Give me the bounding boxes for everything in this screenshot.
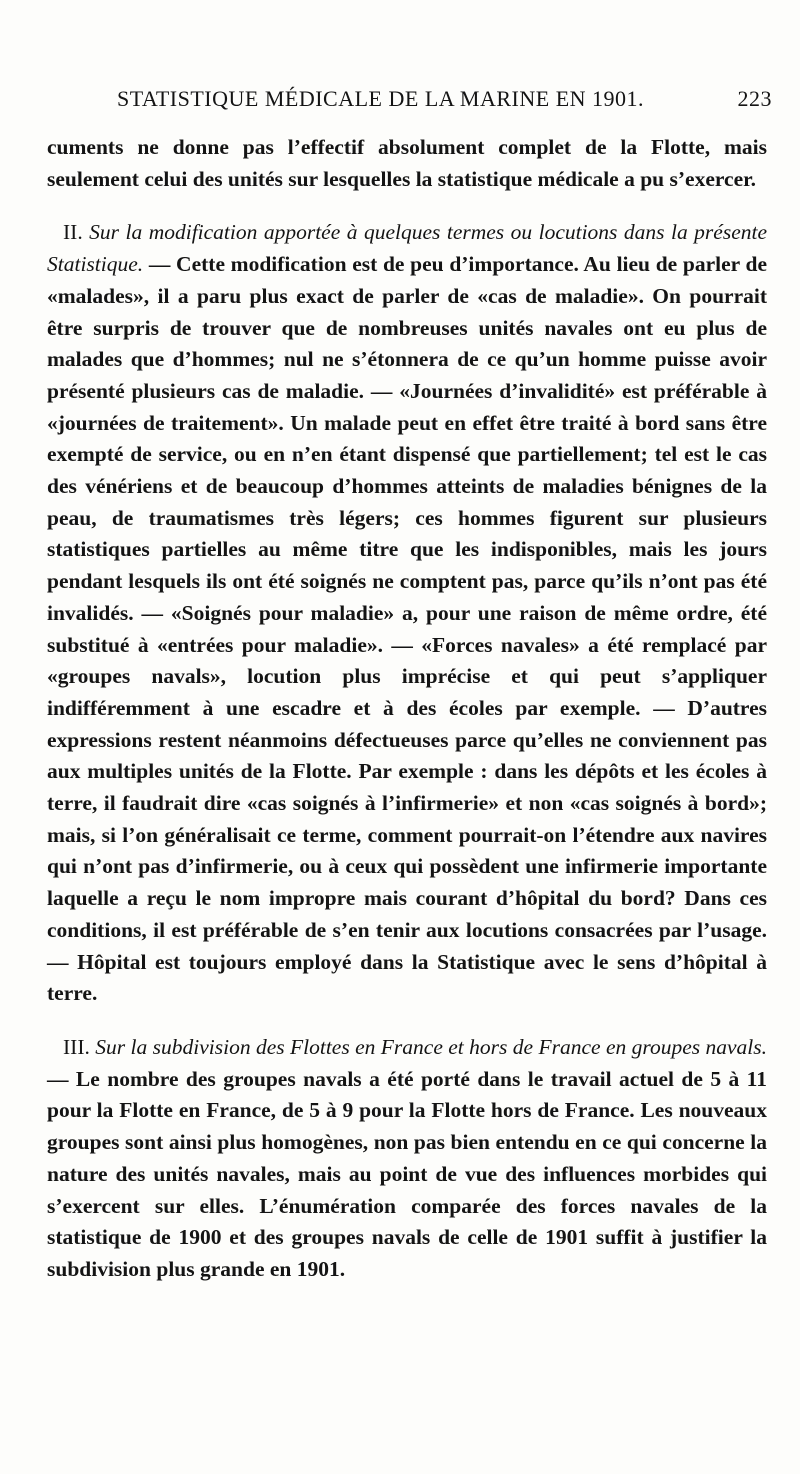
paragraph-continuation: cuments ne donne pas l’effectif absolument complet de la Flotte, mais seulement celui des unités sur lesquelles la statistique médicale a pu s’exercer. <box>47 135 767 191</box>
section-title: Sur la subdivision des Flottes en France et hors de France en groupes navals. <box>95 1034 767 1059</box>
section-number: III. <box>63 1034 90 1059</box>
body-text <box>47 132 767 1286</box>
section-number: II. <box>63 220 83 245</box>
section-body: — Le nombre des groupes navals a été porté dans le travail actuel de 5 à 11 pour la Flotte en France, de 5 à 9 pour la Flotte hors de France. Les nouveaux groupes sont ainsi plus homogènes, non pas bien entendu en ce qui concerne la nature des unités navales, mais au point de vue des influences morbides qui s’exercent sur elles. L’énumération comparée des forces navales de la statistique de 1900 et des groupes navals de celle de 1901 suffit à justifier la subdivision plus grande en 1901. <box>47 1066 767 1281</box>
page-number: 223 <box>737 86 772 111</box>
section-body: — Cette modification est de peu d’importance. Au lieu de parler de «malades», il a paru plus exact de parler de «cas de maladie». On pourrait être surpris de trouver que de nombreuses unités navales ont eu plus de malades que d’hommes; nul ne s’étonnera de ce qu’un homme puisse avoir présenté plusieurs cas de maladie. — «Journées d’invalidité» est préférable à «journées de traitement». Un malade peut en effet être traité à bord sans être exempté de service, ou en n’en étant dispensé que partiellement; tel est le cas des vénériens et de beaucoup d’hommes atteints de maladies bénignes de la peau, de traumatismes très légers; ces hommes figurent sur plusieurs statistiques partielles au même titre que les indisponibles, mais les jours pendant lesquels ils ont été soignés ne comptent pas, parce qu’ils n’ont pas été invalidés. — «Soignés pour maladie» a, pour une raison de même ordre, été substitué à «entrées pour maladie». — «Forces navales» a été remplacé par «groupes navals», locution plus imprécise et qui peut s’appliquer indifféremment à une escadre et à des écoles par exemple. — D’autres expressions restent néanmoins défectueuses parce qu’elles ne conviennent pas aux multiples unités de la Flotte. Par exemple : dans les dépôts et les écoles à terre, il faudrait dire «cas soignés à l’infirmerie» et non «cas soignés à bord»; mais, si l’on généralisait ce terme, comment pourrait-on l’étendre aux navires qui n’ont pas d’infirmerie, ou à ceux qui possèdent une infirmerie importante laquelle a reçu le nom impropre mais courant d’hôpital du bord? Dans ces conditions, il est préférable de s’en tenir aux locutions consacrées par l’usage. — Hôpital est toujours employé dans la Statistique avec le sens d’hôpital à terre. <box>47 252 768 1006</box>
section-title: Sur la modification apportée à quelques termes ou locutions dans la présente Statistique. <box>47 220 768 277</box>
section-iii-paragraph <box>47 1032 767 1286</box>
running-title: STATISTIQUE MÉDICALE DE LA MARINE EN 1901. <box>117 86 645 111</box>
running-header <box>117 86 772 122</box>
section-ii-paragraph <box>47 217 767 1010</box>
